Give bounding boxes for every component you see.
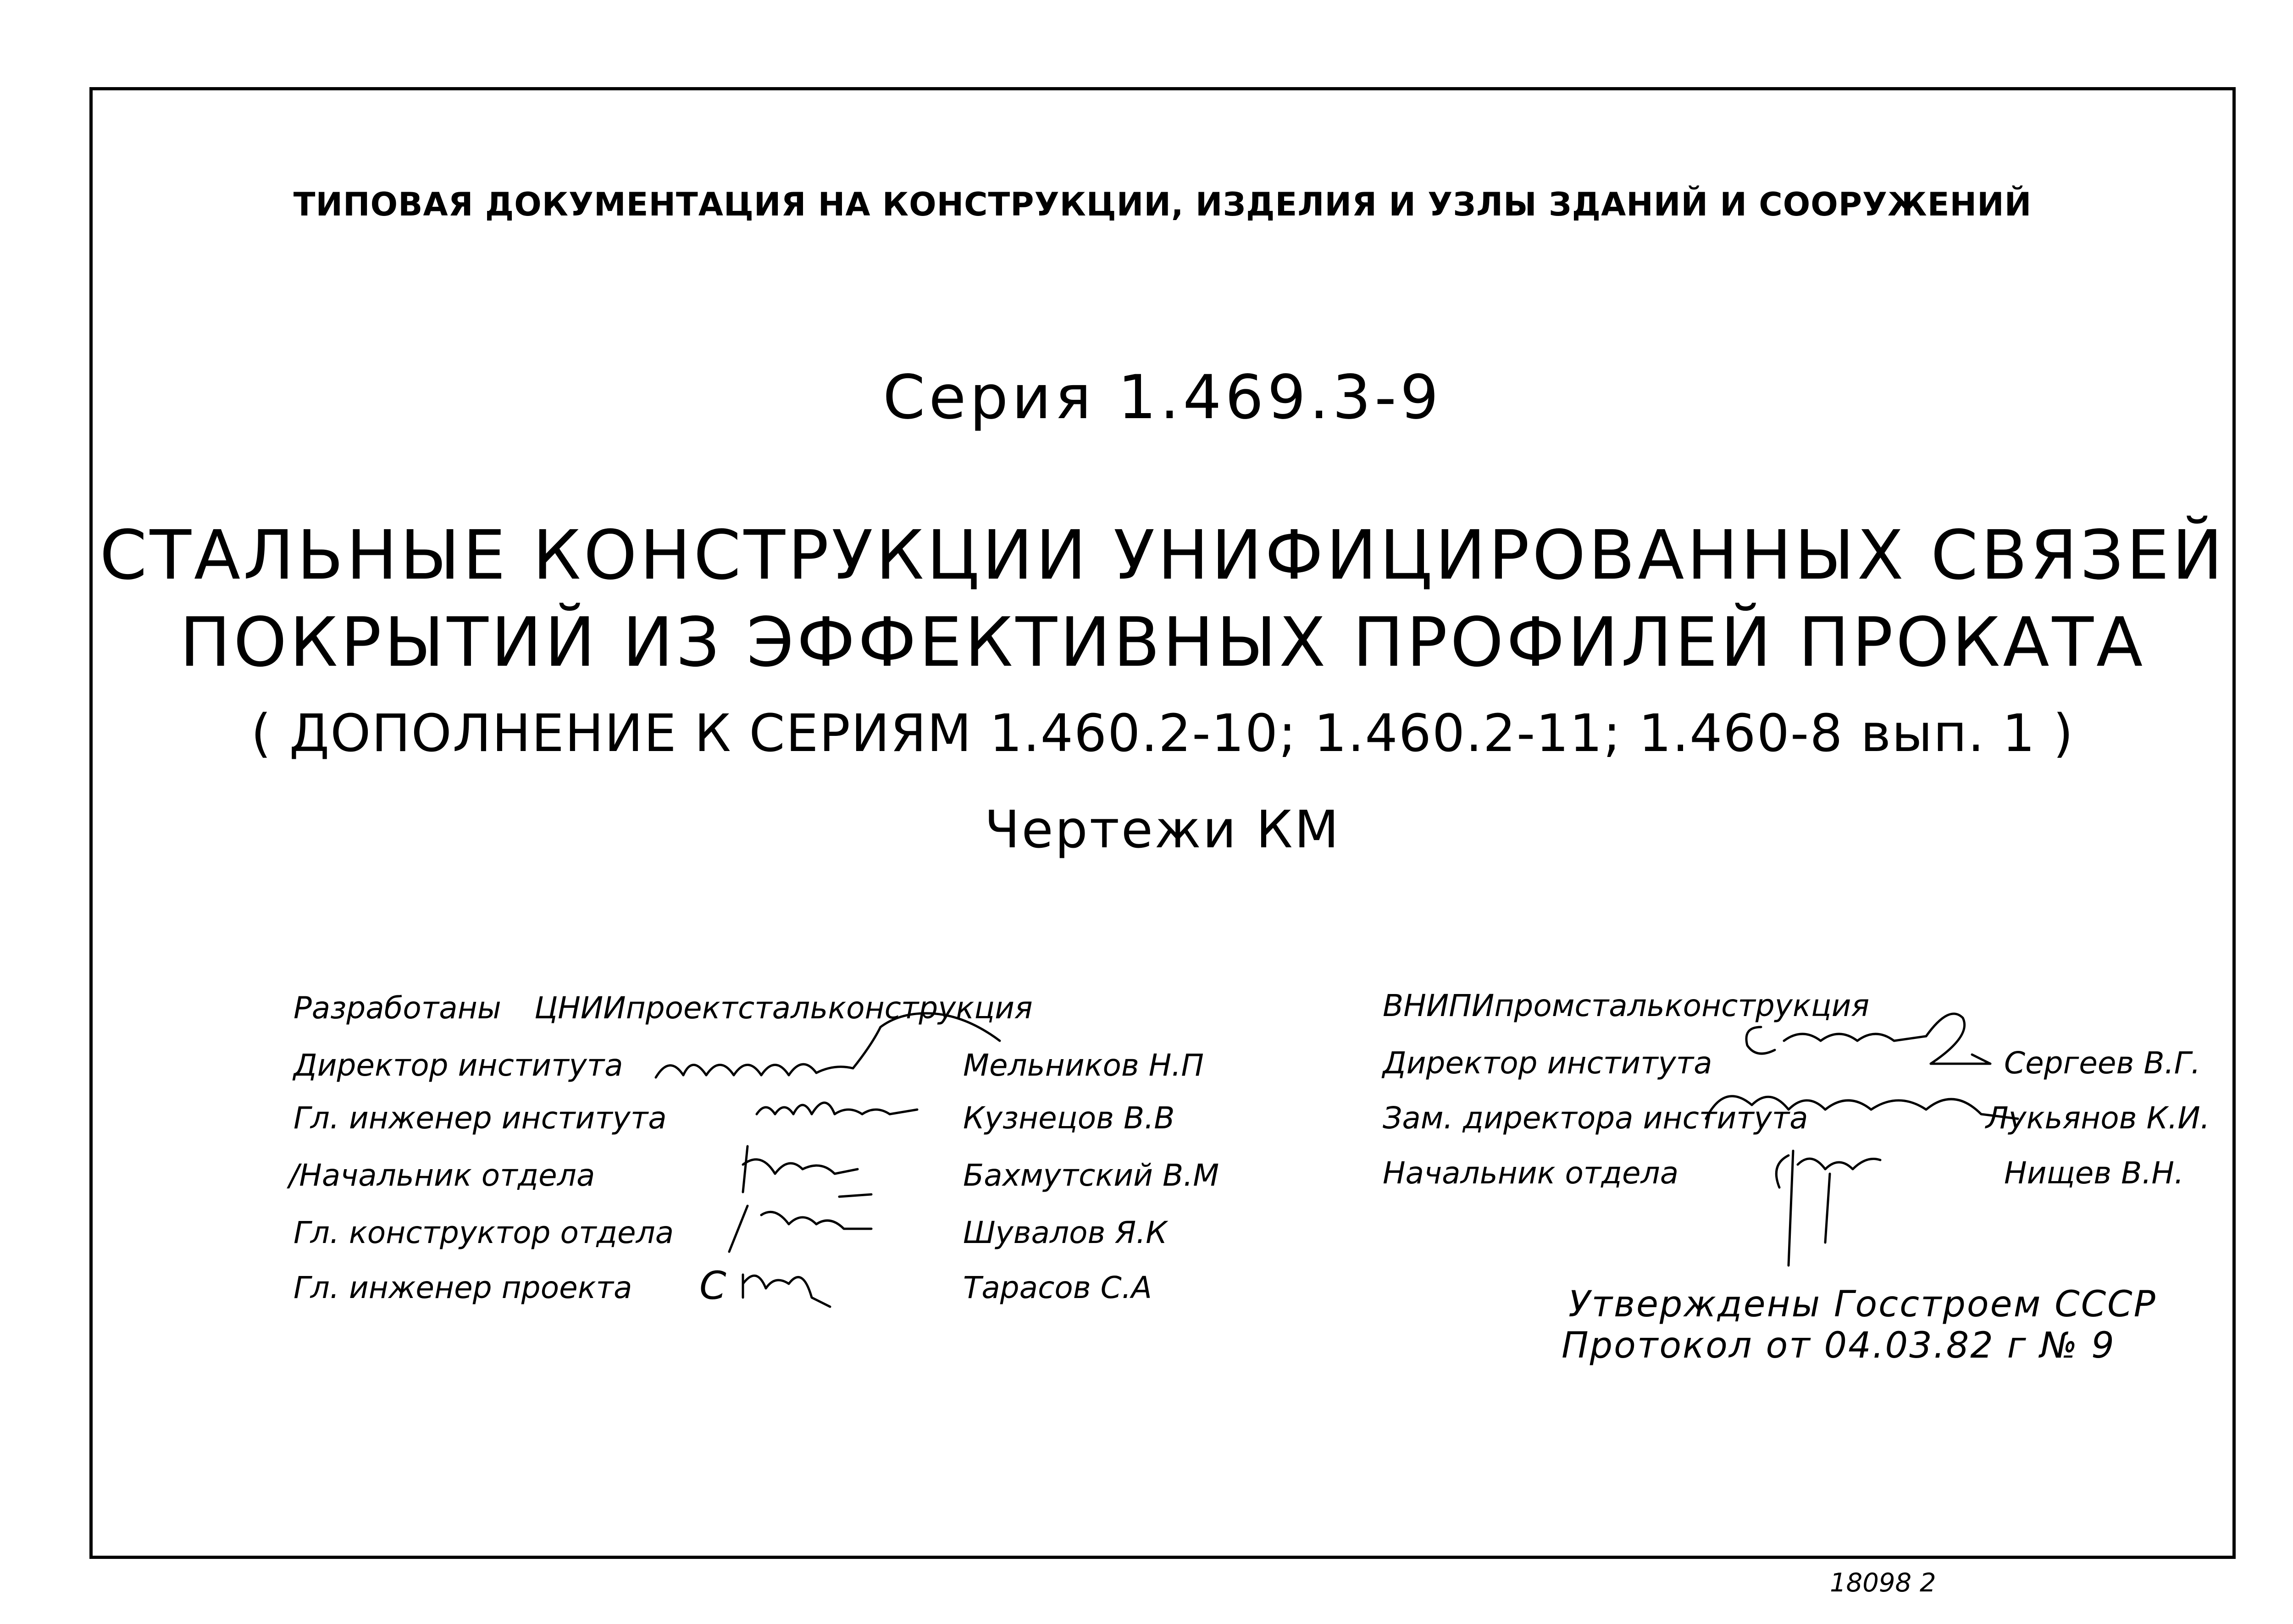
right-role-2: Зам. директора института <box>1383 1100 1808 1136</box>
left-name-3: Бахмутский В.М <box>963 1158 1219 1193</box>
left-role-2: Гл. инженер института <box>294 1100 667 1136</box>
left-name-5: Тарасов С.А <box>963 1270 1152 1305</box>
right-name-1: Сергеев В.Г. <box>2004 1045 2201 1081</box>
left-name-4: Шувалов Я.К <box>963 1215 1168 1250</box>
sheet-number: 18098 2 <box>1830 1568 1936 1598</box>
signature-sergeev <box>1734 1000 2018 1082</box>
drawings-label: Чертежи КМ <box>984 800 1341 860</box>
right-role-1: Директор института <box>1383 1045 1712 1081</box>
signature-lukyanov <box>1697 1073 2027 1137</box>
right-name-2: Лукьянов К.И. <box>1986 1100 2210 1136</box>
title-line-1: СТАЛЬНЫЕ КОНСТРУКЦИИ УНИФИЦИРОВАННЫХ СВЯЗЕЙ <box>100 516 2226 595</box>
series-number: Серия 1.469.3-9 <box>883 362 1442 433</box>
title-line-2: ПОКРЫТИЙ ИЗ ЭФФЕКТИВНЫХ ПРОФИЛЕЙ ПРОКАТА <box>179 603 2146 682</box>
left-name-1: Мельников Н.П <box>963 1048 1204 1083</box>
right-name-3: Нищев В.Н. <box>2004 1155 2184 1191</box>
approval-line-2: Протокол от 04.03.82 г № 9 <box>1562 1325 2116 1366</box>
signature-tarasov <box>738 1256 858 1316</box>
signature-shuvalov <box>725 1197 908 1256</box>
right-role-3: Начальник отдела <box>1383 1155 1679 1191</box>
signature-tarasov-letter: С <box>699 1263 726 1308</box>
signature-kuznetsov <box>752 1087 926 1132</box>
signature-nishchev <box>1761 1137 1899 1275</box>
left-role-5: Гл. инженер проекта <box>294 1270 632 1305</box>
right-org: ВНИПИпромстальконструкция <box>1383 988 1870 1023</box>
left-role-3: /Начальник отдела <box>289 1158 595 1193</box>
title-line-3: ( ДОПОЛНЕНИЕ К СЕРИЯМ 1.460.2-10; 1.460.2-11; 1.460-8 вып. 1 ) <box>251 704 2074 763</box>
left-role-1: Директор института <box>294 1048 623 1083</box>
approval-line-1: Утверждены Госстроем СССР <box>1568 1284 2157 1325</box>
left-name-2: Кузнецов В.В <box>963 1100 1175 1136</box>
developed-label: Разработаны <box>294 990 501 1026</box>
signature-bakhmutsky <box>734 1137 917 1206</box>
left-org: ЦНИИпроектстальконструкция <box>534 990 1033 1026</box>
document-header: ТИПОВАЯ ДОКУМЕНТАЦИЯ НА КОНСТРУКЦИИ, ИЗДЕЛИЯ И УЗЛЫ ЗДАНИЙ И СООРУЖЕНИЙ <box>293 186 2032 223</box>
left-role-4: Гл. конструктор отдела <box>294 1215 674 1250</box>
signature-melnikov <box>642 986 1055 1096</box>
